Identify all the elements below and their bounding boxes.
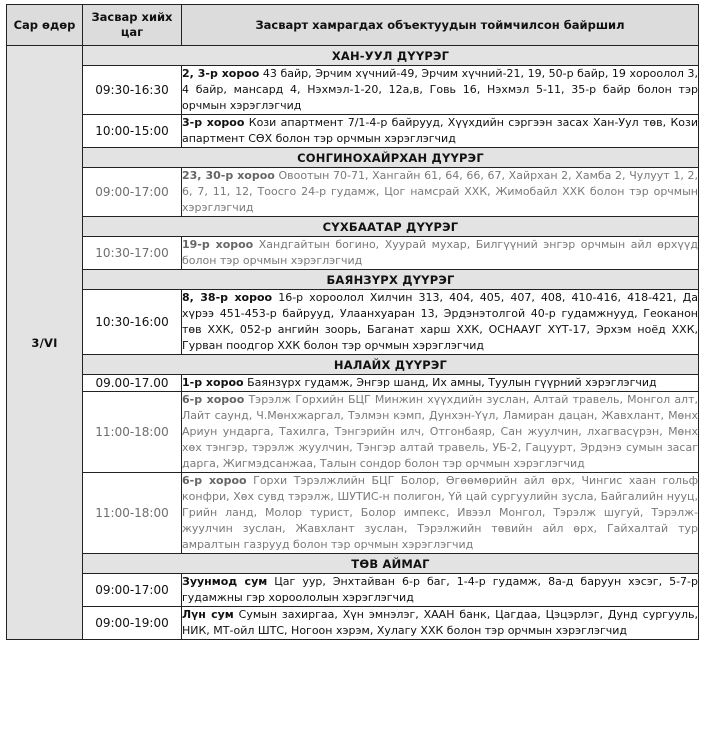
location-description (182, 66, 699, 115)
repair-time: 10:30-17:00 (83, 237, 182, 270)
location-text: 43 байр, Эрчим хүчний-49, Эрчим хүчний-21, 19, 50-р байр, 19 хороолол 3, 4 байр, мансард 4, Нэхмэл-1-20, 12а,в, Говь 16, Нэхмэл 5-11, 35-р байр болон тэр орчмын хэрэглэгчид (182, 67, 698, 112)
table-row (7, 473, 699, 554)
district-name: ТӨВ АЙМАГ (83, 554, 699, 574)
table-row (7, 574, 699, 607)
khoroo-label: Зуунмод сум (182, 575, 268, 588)
location-text: Горхи Тэрэлжлийн БЦГ Болор, Өгөөмөрийн айл өрх, Чингис хаан гольф конфри, Хөх сувд тэрэлж, ШУТИС-н полигон, Үй цай сургуулийн зусла, Байгалийн нууц, Грийн ланд, Молор турист, Болор импекс, Ивээл Монгол, Тэрэлж шугуй, Тэрэлж-жуулчин зуслан, Жавхлант зуслан, Тэрэлжийн төвийн айл өрх, Гайхалтай тур амралтын газрууд болон тэр орчмын хэрэглэгчид (182, 474, 698, 551)
khoroo-label: 6-р хороо (182, 393, 245, 406)
location-description (182, 237, 699, 270)
khoroo-label: 1-р хороо (182, 376, 244, 389)
table-row (7, 115, 699, 148)
table-row (7, 392, 699, 473)
district-header-row (7, 270, 699, 290)
location-description (182, 168, 699, 217)
location-description (182, 375, 699, 392)
location-text: Овоотын 70-71, Хангайн 61, 64, 66, 67, Хайрхан 2, Хамба 2, Чулуут 1, 2, 6, 7, 11, 12, Тоосго 24-р гудамж, Цог намсрай ХХК, Жимобайл ХХК болон тэр орчмын хэрэглэгчид (182, 169, 698, 214)
table-row (7, 607, 699, 640)
district-header-row (7, 46, 699, 66)
table-row (7, 290, 699, 355)
repair-time: 11:00-18:00 (83, 473, 182, 554)
table-row (7, 375, 699, 392)
table-row (7, 168, 699, 217)
table-row (7, 237, 699, 270)
district-name: СОНГИНОХАЙРХАН ДҮҮРЭГ (83, 148, 699, 168)
khoroo-label: 19-р хороо (182, 238, 254, 251)
khoroo-label: 8, 38-р хороо (182, 291, 273, 304)
location-text: Кози апартмент 7/1-4-р байрууд, Хүүхдийн сэргээн засах Хан-Уул төв, Кози апартмент СӨХ болон тэр орчмын хэрэглэгчид (182, 116, 698, 145)
outage-schedule-table (6, 4, 699, 640)
location-description (182, 607, 699, 640)
repair-time: 09.00-17.00 (83, 375, 182, 392)
district-header-row (7, 148, 699, 168)
district-name: ХАН-УУЛ ДҮҮРЭГ (83, 46, 699, 66)
location-description (182, 115, 699, 148)
header-date: Сар өдөр (7, 5, 83, 46)
repair-time: 09:00-17:00 (83, 574, 182, 607)
repair-time: 09:00-19:00 (83, 607, 182, 640)
location-text: Тэрэлж Горхийн БЦГ Минжин хүүхдийн зуслан, Алтай травель, Монгол алт, Лайт саунд, Ч.Мөнхжаргал, Тэлмэн кэмп, Дунхэн-Үүл, Ламиран дацан, Жавхлант, Мөнх Ариун ундарга, Тахилга, Тэнгэрийн илч, Отгонбаяр, Сан жуулчин, лхагвасүрэн, Мөнх хөх тэнгэр, тэрэлж жуулчин, Тэнгэр алтай травель, УБ-2, Гацуурт, Эрдэнэ сумын засаг дарга, Жигмэдсанжаа, Талын сондор болон тэр орчмын хэрэглэгчид (182, 393, 698, 470)
location-description (182, 392, 699, 473)
location-text: Цаг уур, Энхтайван 6-р баг, 1-4-р гудамж, 8а-д баруун хэсэг, 5-7-р гудамжны гэр хороололын хэрэглэгчид (182, 575, 699, 604)
khoroo-label: 3-р хороо (182, 116, 245, 129)
district-header-row (7, 217, 699, 237)
location-text: Баянзүрх гудамж, Энгэр шанд, Их амны, Туулын гүүрний хэрэглэгчид (243, 376, 657, 389)
repair-time: 10:30-16:00 (83, 290, 182, 355)
repair-time: 09:00-17:00 (83, 168, 182, 217)
district-name: БАЯНЗҮРХ ДҮҮРЭГ (83, 270, 699, 290)
district-name: СҮХБААТАР ДҮҮРЭГ (83, 217, 699, 237)
location-text: Сумын захиргаа, Хүн эмнэлэг, ХААН банк, Цагдаа, Цэцэрлэг, Дунд сургууль, НИК, МТ-ойл ШТС, Ногоон хэрэм, Хулагу ХХК болон тэр орчмын хэрэглэгчид (182, 608, 698, 637)
district-header-row (7, 355, 699, 375)
header-row (7, 5, 699, 46)
location-text: Хандгайтын богино, Хуурай мухар, Билгүүний энгэр орчмын айл өрхүүд болон тэр орчмын хэрэглэгчид (182, 238, 698, 267)
header-location: Засварт хамрагдах объектуудын тоймчилсон байршил (182, 5, 699, 46)
location-text: 16-р хороолол Хилчин 313, 404, 405, 407, 408, 410-416, 418-421, Да хүрээ 451-453-р байрууд, Улаанхуаран 13, Эрдэнэтолгой 40-р гудамжнууд, Геоканон төв ХХК, 052-р ангийн зоорь, Баганат харш ХХК, ОСНААУГ ХҮТ-17, Эрхэм ноёд ХХК, Гурван поодгор ХХК болон тэр орчмын хэрэглэгчид (182, 291, 698, 352)
khoroo-label: 6-р хороо (182, 474, 247, 487)
date-cell: 3/VI (7, 46, 83, 640)
khoroo-label: 23, 30-р хороо (182, 169, 275, 182)
district-name: НАЛАЙХ ДҮҮРЭГ (83, 355, 699, 375)
header-time: Засвар хийх цаг (83, 5, 182, 46)
location-description (182, 290, 699, 355)
khoroo-label: Лүн сум (182, 608, 234, 621)
repair-time: 11:00-18:00 (83, 392, 182, 473)
location-description (182, 574, 699, 607)
district-header-row (7, 554, 699, 574)
location-description (182, 473, 699, 554)
khoroo-label: 2, 3-р хороо (182, 67, 260, 80)
table-row (7, 66, 699, 115)
schedule-body (7, 46, 699, 640)
repair-time: 09:30-16:30 (83, 66, 182, 115)
repair-time: 10:00-15:00 (83, 115, 182, 148)
